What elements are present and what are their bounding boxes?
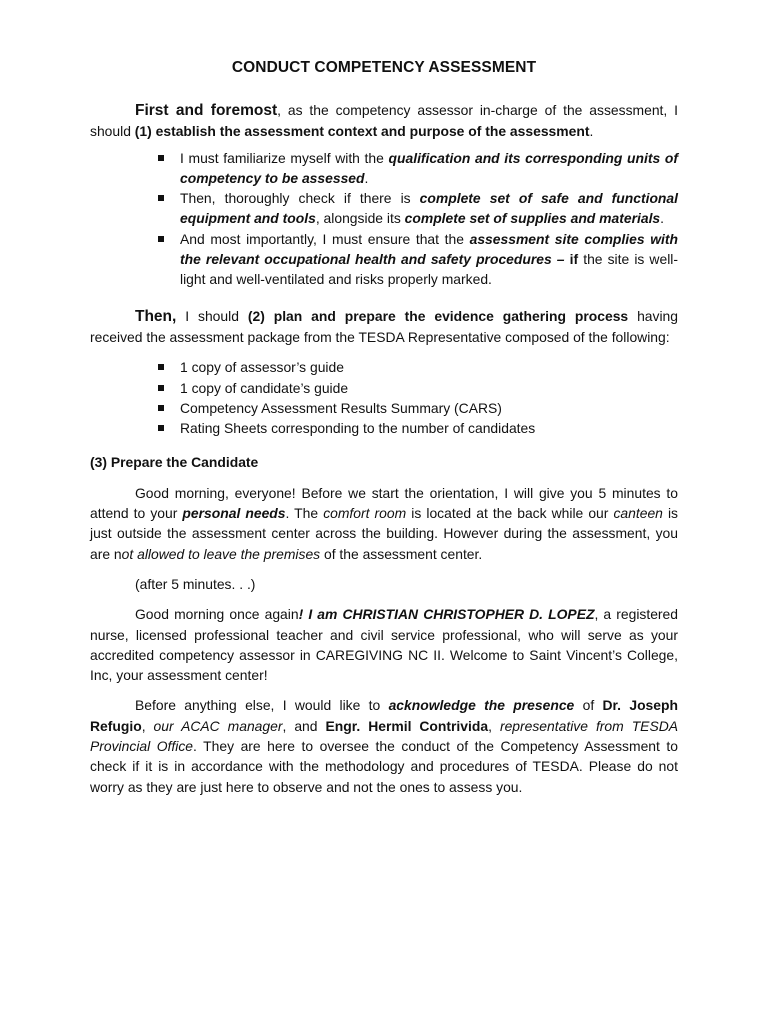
list-item: Rating Sheets corresponding to the number of candidates (180, 418, 678, 438)
bullet-list-package (90, 357, 678, 438)
list-item: And most importantly, I must ensure that the assessment site complies with the relevant occupational health and safety procedures – if the site is well-light and well-ventilated and risks properly marked. (180, 229, 678, 290)
section-heading-prepare-candidate: (3) Prepare the Candidate (90, 454, 259, 471)
list-item: I must familiarize myself with the qualification and its corresponding units of competency to be assessed. (180, 148, 678, 189)
paragraph-orientation: Good morning, everyone! Before we start the orientation, I will give you 5 minutes to attend to your personal needs. The comfort room is located at the back while our canteen is just outside the assessment center across the building. However during the assessment, you are not allowed to leave the premises of the assessment center. (90, 484, 678, 562)
paragraph-introduction: Good morning once again! I am CHRISTIAN CHRISTOPHER D. LOPEZ, a registered nurse, licensed professional teacher and civil service professional, who will serve as your accredited competency assessor in CAREGIVING NC II. Welcome to Saint Vincent’s College, Inc, your assessment center! (90, 606, 679, 684)
paragraph-after-break: (after 5 minutes. . .) (135, 575, 256, 592)
page-title: CONDUCT COMPETENCY ASSESSMENT (231, 59, 537, 76)
paragraph-acknowledgement: Before anything else, I would like to acknowledge the presence of Dr. Joseph Refugio, our ACAC manager, and Engr. Hermil Contrivida, representative from TESDA Provincial Office. They are here to oversee the conduct of the Competency Assessment to check if it is in accordance with the methodology and procedures of TESDA. Please do not worry as they are just here to observe and not the ones to assess you. (90, 697, 679, 795)
list-item: 1 copy of assessor’s guide (180, 357, 678, 377)
paragraph-plan-evidence: Then, I should (2) plan and prepare the evidence gathering process having received the assessment package from the TESDA Representative composed of the following: (90, 307, 679, 345)
bullet-list-context (90, 148, 678, 290)
list-item: Competency Assessment Results Summary (CARS) (180, 398, 678, 418)
list-item: Then, thoroughly check if there is complete set of safe and functional equipment and tools, alongside its complete set of supplies and materials. (180, 188, 678, 229)
list-item: 1 copy of candidate’s guide (180, 378, 678, 398)
paragraph-establish-context: First and foremost, as the competency assessor in-charge of the assessment, I should (1) establish the assessment context and purpose of the assessment. (90, 102, 679, 140)
